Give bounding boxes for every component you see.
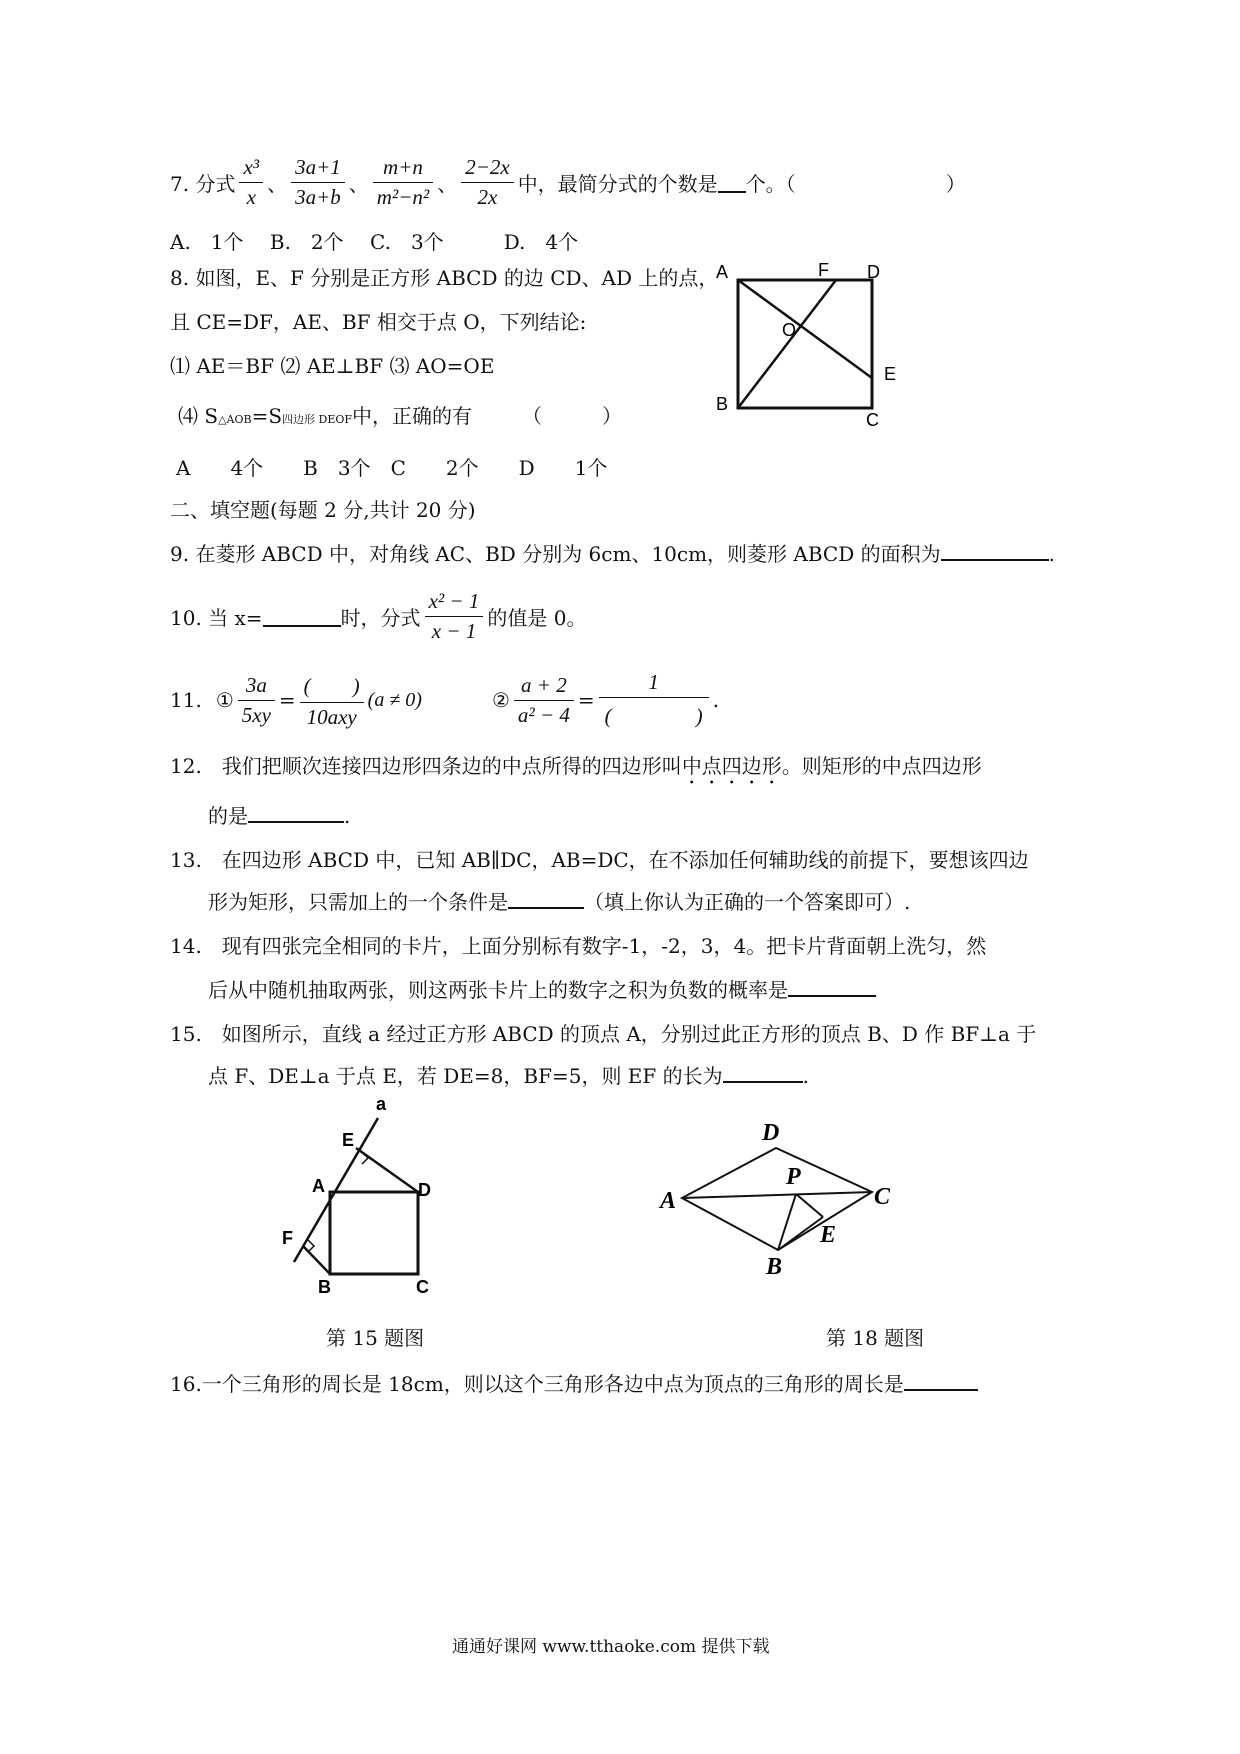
label-O: O [782, 320, 797, 340]
segment-be [778, 1217, 823, 1250]
q10-answer-blank[interactable] [263, 605, 341, 627]
q12-line-1: 12. 我们把顺次连接四边形四条边的中点所得的四边形叫中点四边形。则矩形的中点四边形 [170, 754, 982, 778]
figure-18 [650, 1110, 910, 1285]
q11-fraction-4: $\frac{1}{( )}$ [599, 670, 709, 730]
square-abcd [738, 280, 872, 408]
right-angle-f [308, 1240, 314, 1252]
q8-line-1: 8. 如图，E、F 分别是正方形 ABCD 的边 CD、AD 上的点， [170, 266, 719, 290]
q12-line-2: 的是 . [208, 800, 350, 829]
q7-fraction-4: $\frac{2-2x}{2x}$ [461, 155, 514, 210]
q8-options: A 4个 B 3个 C 2个 D 1个 [176, 456, 608, 480]
label-a: a [376, 1094, 387, 1114]
label-F: F [818, 260, 829, 280]
q15-answer-blank[interactable] [723, 1061, 803, 1083]
label-E: E [820, 1222, 837, 1248]
question-11: 11. ① $\frac{3a}{5xy}$ = $\frac{( )}{\text{10axy}}$ (a ≠ 0) ② $\frac{a + 2}{\text{a² − 4}}$ = $\frac{1}{( )}$ . [170, 670, 719, 729]
segment-pe [796, 1194, 823, 1217]
label-E: E [884, 364, 897, 384]
square-abcd [330, 1192, 418, 1274]
q10-fraction: $\frac{\text{x² − 1}}{x - 1}$ [425, 589, 484, 644]
q12-answer-blank[interactable] [248, 801, 344, 823]
q7-prefix: 7. 分式 [170, 171, 236, 196]
label-C: C [866, 410, 879, 430]
q11-fraction-3: $\frac{a + 2}{\text{a² − 4}}$ [514, 673, 574, 728]
q13-line-1: 13. 在四边形 ABCD 中，已知 AB∥DC，AB=DC，在不添加任何辅助线的前提下，要想该四边 [170, 848, 1029, 872]
q9-answer-blank[interactable] [941, 539, 1049, 561]
label-F: F [282, 1228, 293, 1248]
label-B: B [318, 1277, 331, 1297]
q7-fraction-2: $\frac{3a+1}{3a+b}$ [291, 155, 345, 210]
page-footer: 通通好课网 www.tthaoke.com 提供下载 [452, 1637, 770, 1657]
label-P: P [786, 1164, 801, 1190]
section-2-heading: 二、填空题(每题 2 分,共计 20 分) [170, 498, 476, 522]
segment-ae [738, 280, 872, 378]
q11-fraction-1: $\frac{3a}{5xy}$ [238, 673, 275, 728]
q11-fraction-2: $\frac{( )}{\text{10axy}}$ [300, 670, 364, 730]
label-E: E [342, 1130, 355, 1150]
q7-options: A. 1个 B. 2个 C. 3个 D. 4个 [170, 230, 579, 254]
label-B: B [766, 1254, 783, 1280]
label-A: A [312, 1176, 325, 1196]
label-D: D [762, 1120, 780, 1146]
line-a [294, 1118, 378, 1262]
q13-answer-blank[interactable] [508, 887, 584, 909]
q14-line-2: 后从中随机抽取两张，则这两张卡片上的数字之积为负数的概率是 [208, 974, 876, 1003]
figure-15 [270, 1090, 470, 1300]
q7-fraction-3: $\frac{m+n}{\text{m²−n²}}$ [373, 155, 433, 210]
q13-line-2: 形为矩形，只需加上的一个条件是 （填上你认为正确的一个答案即可）. [208, 886, 910, 915]
diagonal-ac [682, 1192, 872, 1198]
q8-line-2: 且 CE=DF，AE、BF 相交于点 O，下列结论: [170, 310, 587, 334]
segment-bf [303, 1246, 330, 1274]
q14-answer-blank[interactable] [788, 975, 876, 997]
q7-suffix: 中，最简分式的个数是 [517, 171, 718, 196]
figure-18-caption: 第 18 题图 [826, 1326, 925, 1350]
label-A: A [660, 1188, 677, 1214]
label-D: D [418, 1180, 431, 1200]
q8-line-4: ⑷ S△AOB=S四边形 DEOF中，正确的有 （ ） [178, 404, 623, 428]
q8-line-3: ⑴ AE＝BF ⑵ AE⊥BF ⑶ AO=OE [170, 354, 495, 378]
label-C: C [416, 1277, 429, 1297]
label-D: D [867, 262, 880, 282]
label-B: B [716, 394, 729, 414]
q7-answer-blank[interactable] [718, 171, 746, 193]
question-16: 16.一个三角形的周长是 18cm，则以这个三角形各边中点为顶点的三角形的周长是 [170, 1368, 978, 1397]
q14-line-1: 14. 现有四张完全相同的卡片，上面分别标有数字-1，-2，3，4。把卡片背面朝上洗匀，然 [170, 934, 987, 958]
label-C: C [874, 1184, 891, 1210]
question-7: 7. 分式 $\frac{\text{x³}}{x}$ 、 $\frac{3a+1}{3a+b}$ 、 $\frac{m+n}{\text{m²−n²}}$ 、 $\frac{2-2x}{2x}$ 中，最简分式的个数是 个。（ ） [170, 154, 966, 209]
question-10: 10. 当 x= 时，分式 $\frac{\text{x² − 1}}{x - 1}$ 的值是 0。 [170, 588, 587, 643]
q8-figure [700, 256, 920, 436]
figure-15-caption: 第 15 题图 [326, 1326, 425, 1350]
q15-line-2: 点 F、DE⊥a 于点 E，若 DE=8，BF=5，则 EF 的长为 . [208, 1060, 809, 1089]
segment-bf [738, 280, 836, 408]
rhombus-abcd [682, 1148, 872, 1250]
question-9: 9. 在菱形 ABCD 中，对角线 AC、BD 分别为 6cm、10cm，则菱形 ABCD 的面积为 . [170, 538, 1055, 567]
q16-answer-blank[interactable] [904, 1369, 978, 1391]
q15-line-1: 15. 如图所示，直线 a 经过正方形 ABCD 的顶点 A，分别过此正方形的顶点 B、D 作 BF⊥a 于 [170, 1022, 1037, 1046]
q7-fraction-1: $\frac{\text{x³}}{x}$ [239, 155, 263, 210]
label-A: A [716, 262, 729, 282]
